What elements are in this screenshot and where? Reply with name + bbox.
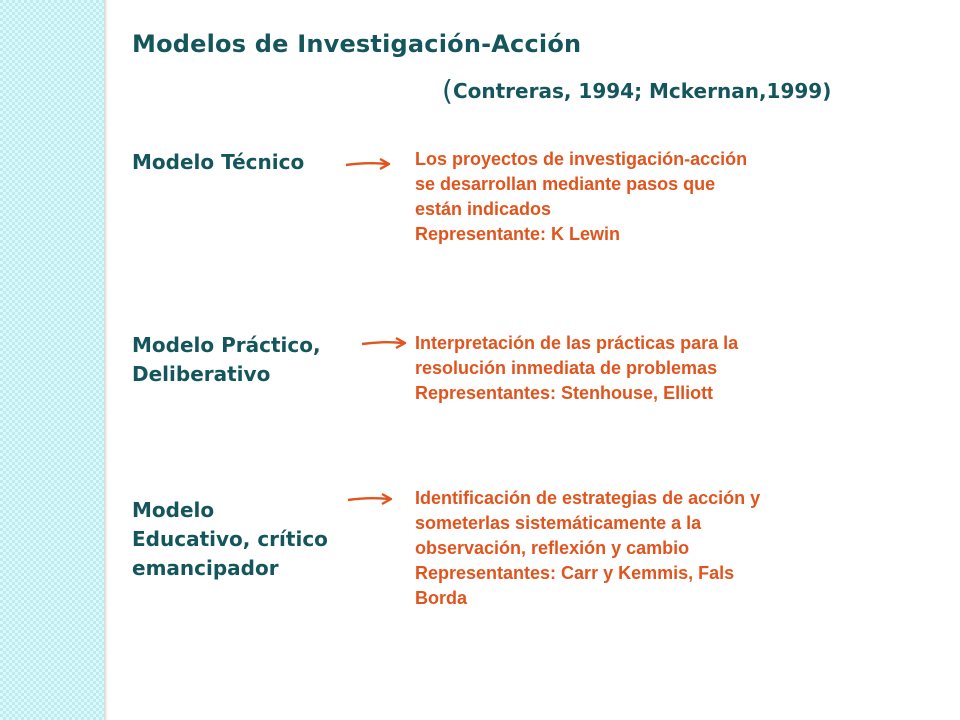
description-line: Interpretación de las prácticas para la: [415, 333, 739, 353]
description-line: están indicados: [415, 199, 552, 219]
description-line: se desarrollan mediante pasos que: [415, 174, 716, 194]
model-name-line: emancipador: [132, 556, 279, 580]
model-tecnico-name: [132, 148, 304, 177]
model-educativo-name: [132, 496, 328, 583]
description-line: Identificación de estrategias de acción y: [415, 488, 761, 508]
model-educativo-description: [415, 486, 760, 611]
slide-subtitle: [442, 74, 831, 107]
right-arrow-icon: [345, 156, 393, 172]
description-line: Los proyectos de investigación-acción: [415, 149, 748, 169]
description-line: Representantes: Carr y Kemmis, Fals: [415, 563, 735, 583]
right-arrow-icon: [347, 491, 395, 507]
model-practico-description: [415, 331, 738, 406]
description-line: Representante: K Lewin: [415, 224, 621, 244]
subtitle-open-paren: (: [442, 74, 453, 107]
right-arrow-icon: [361, 335, 409, 351]
model-name-line: Educativo, crítico: [132, 527, 328, 551]
model-name-line: Modelo: [132, 498, 215, 522]
description-line: observación, reflexión y cambio: [415, 538, 690, 558]
description-line: Borda: [415, 588, 468, 608]
description-line: Representantes: Stenhouse, Elliott: [415, 383, 714, 403]
description-line: resolución inmediata de problemas: [415, 358, 718, 378]
model-name-line: Modelo Técnico: [132, 150, 305, 174]
model-practico-name: [132, 331, 321, 389]
model-name-line: Modelo Práctico,: [132, 333, 321, 357]
model-tecnico-description: [415, 147, 747, 247]
decorative-side-band: [0, 0, 104, 720]
slide-title: Modelos de Investigación-Acción: [132, 30, 582, 58]
description-line: someterlas sistemáticamente a la: [415, 513, 702, 533]
side-band-edge: [104, 0, 108, 720]
subtitle-text: Contreras, 1994; Mckernan,1999): [452, 79, 832, 103]
model-name-line: Deliberativo: [132, 362, 271, 386]
